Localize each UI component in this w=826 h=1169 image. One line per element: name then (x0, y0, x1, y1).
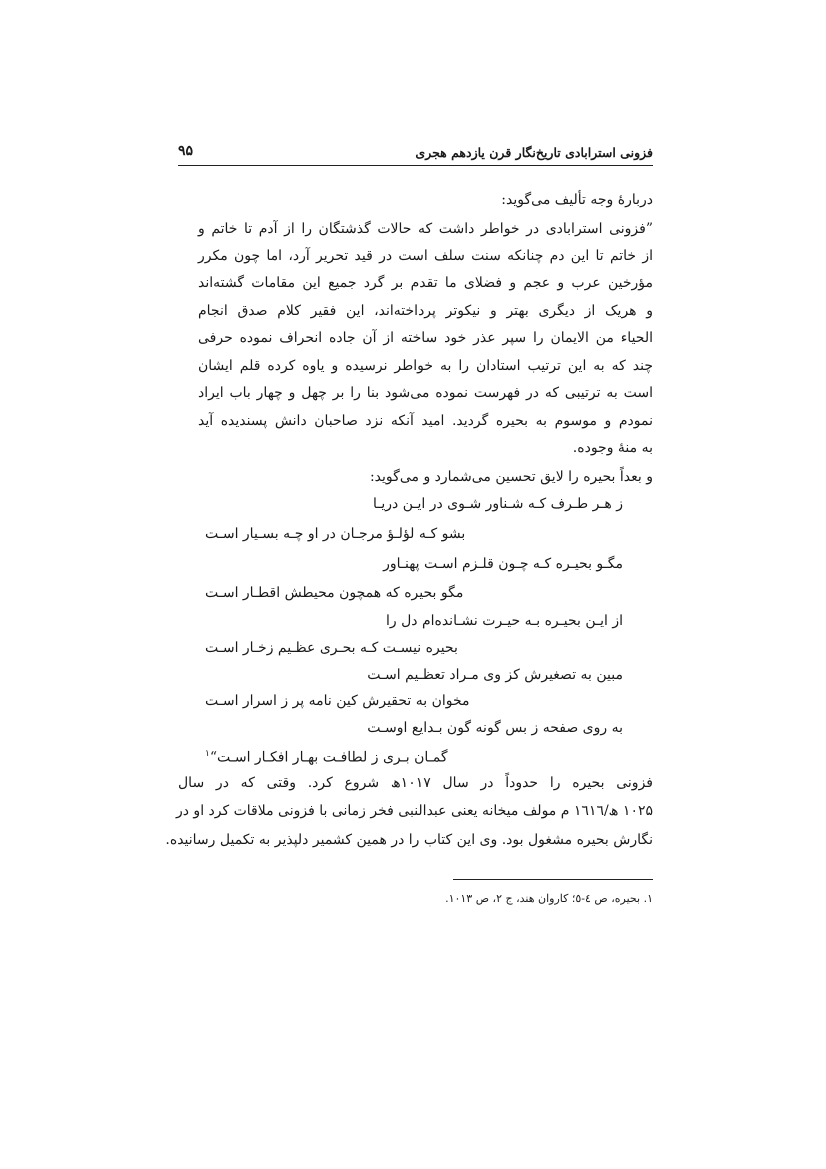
quote-line: مؤرخین عرب و عجم و فضلای ما تقدم بر گرد جمیع این مقامات گشته‌اند (198, 275, 653, 291)
footnote: ۱. بحیره، ص ٤-٥؛ کاروان هند، ج ۲، ص ۱۰۱۳. (445, 892, 653, 905)
running-header (178, 141, 653, 166)
footnote-ref: ۱ (205, 749, 210, 759)
quote-line: ”فزونی استرابادی در خواطر داشت که حالات گذشتگان را از آدم تا خاتم و (198, 221, 653, 237)
quote-line: است به ترتیبی که در فهرست نموده می‌شود بنا را بر چهل و چهار باب ایراد (198, 385, 653, 401)
verse-line: ز هـر طـرف کـه شـناور شـوی در ایـن دریـا (373, 496, 623, 512)
intro2-line: و بعداً بحیره را لایق تحسین می‌شمارد و می‌گوید: (369, 469, 653, 485)
verse-line: مخوان به تحقیرش کین نامه پر ز اسرار اسـت (205, 693, 470, 709)
intro-line: دربارهٔ وجه تألیف می‌گوید: (501, 192, 653, 208)
quote-end-line: به منهٔ وجوده. (572, 440, 653, 456)
footnote-rule (453, 879, 653, 880)
verse-line: بشو کـه لؤلـؤ مرجـان در او چـه بسـیار اسـت (205, 526, 466, 542)
quote-line: چند که به این ترتیب استادان را به خواطر نرسیده و یاوه کرده قلم ایشان (198, 358, 653, 374)
verse-line: از ایـن بحیـره بـه حیـرت نشـاندەام دل را (385, 613, 623, 629)
verse-line: به روی صفحه ز بس گونه گون بـدایع اوسـت (367, 720, 623, 736)
verse-line: مبین به تصغیرش کز وی مـراد تعظـیم اسـت (367, 667, 623, 683)
paragraph-line: نگارش بحیره مشغول بود. وی این کتاب را در همین کشمیر دلپذیر به تکمیل رسانیده. (165, 832, 653, 848)
verse-line: بحیره نیسـت کـه بحـری عظـیم زخـار اسـت (205, 640, 458, 656)
verse-text: گمـان بـری ز لطافـت بهـار افکـار اسـت“ (209, 749, 448, 766)
quote-line: نمودم و موسوم به بحیره گردید. امید آنکه نزد صاحبان دانش پسندیده آید (198, 413, 653, 429)
verse-line (205, 743, 448, 769)
page-number: ۹۵ (178, 143, 194, 159)
verse-line: مگو بحیره که همچون محیطش اقطـار اسـت (205, 585, 464, 601)
paragraph-line: فزونی بحیره را حدوداً در سال ۱۰۱۷ھ شروع کرد. وقتی که در سال (178, 775, 653, 791)
quote-line: الحیاء من الایمان را سپر عذر خود ساخته از آن جاده انحراف نموده حرفی (198, 330, 653, 346)
paragraph-line: ۱۰۲۵ ھ/۱٦۱٦ م مولف میخانه یعنی عبدالنبی فخر زمانی با فزونی ملاقات کرد او در (175, 803, 653, 819)
running-title: فزونی استرابادی تاریخ‌نگار قرن یازدهم هجری (415, 145, 653, 160)
quote-line: از خاتم تا این دم چنانکه سنت سلف است در قید تحریر آرد، اما چون مکرر (198, 248, 653, 264)
verse-line: مگـو بحیـره کـه چـون قلـزم اسـت پهنـاور (383, 556, 623, 572)
quote-line: و هریک از دیگری بهتر و نیکوتر پرداخته‌اند، این فقیر کلام صدق انجام (198, 303, 653, 319)
